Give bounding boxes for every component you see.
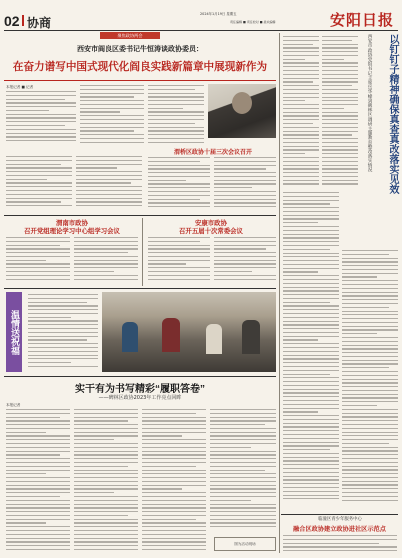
right-mid-col1 [283,192,339,512]
main-body-col2 [80,85,144,145]
rule-bottom-top [4,376,276,377]
brand-logo: 安阳日报 [330,13,395,29]
left-mid-title-1: 渭南市政协 [56,219,88,227]
main-body-col3 [148,85,204,145]
right-vertical-subhead: 西安市政协党组书记主席岳华峰到碑林区调研主题教育整改落实情况 [367,34,372,172]
header-rule [4,30,398,31]
title-rule [4,80,276,81]
date-line: 2024年1月19日 星期五 [200,12,237,16]
right-mid-col2 [342,250,398,512]
right-vertical-headline: 以钉钉子精神确保真查真改落实见效 [387,34,398,194]
right-mid-title-2: 召开五届十次常委会议 [179,227,243,235]
bottom-col4 [210,409,276,533]
right-top-col1 [283,36,319,188]
right-mid-body1 [148,237,210,285]
section-bar [22,15,24,26]
right-top-col2 [322,36,358,188]
event-photo [102,292,276,372]
rule-mid-top [4,215,276,216]
bottom-col1 [6,409,70,555]
left-mid-body2 [74,237,138,285]
kicker: 聚焦政协两会 [100,32,160,39]
portrait-photo [208,84,276,138]
mid-divider [142,218,143,286]
main-byline: 本报记者 ■ 记者 [6,85,34,89]
left-mid-body1 [6,237,70,285]
rule-mid-bottom [4,288,276,289]
right-column-divider [279,33,280,553]
sub-article-body1 [148,157,210,212]
left-mid-title-2: 召开党组理论学习中心组学习会议 [24,227,120,235]
footer-rule [281,514,398,515]
greeting-body [28,294,98,372]
bottom-title: 实干有为书写精彩“履职答卷” [75,384,205,395]
right-mid-title-1: 安康市政协 [195,219,227,227]
section-name: 协商 [27,16,52,30]
footer-small: 临潼区青少年服务中心 [318,517,362,522]
bottom-col3 [142,409,206,555]
main-title: 在奋力谱写中国式现代化阎良实践新篇章中展现新作为 [12,61,268,73]
footer-title: 融合区政协建立政协进社区示范点 [293,526,386,533]
main-subtitle: 西安市阎良区委书记牛恒涛谈政协委员： [77,45,203,53]
bottom-byline: 本报记者 [6,403,21,407]
left-lower-col1 [6,156,72,212]
main-body-col1 [6,91,76,145]
footer-body [283,535,397,555]
sub-article-title: 渭桥区政协十届三次会议召开 [173,149,252,156]
left-lower-col2 [76,156,142,212]
vertical-banner: 温情送祝福 [6,292,22,372]
bottom-col2 [74,409,138,555]
photo-caption-box: 图为活动现场 [214,537,276,551]
right-mid-body2 [214,237,276,285]
sub-article-body2 [214,157,276,212]
bottom-subtitle: ——碑林区政协2023年工作亮点回眸 [98,395,182,401]
page-number: 02 [4,13,20,29]
editors-line: 责任编辑 ■ 责任校对 ■ 美术编辑 [230,20,276,24]
